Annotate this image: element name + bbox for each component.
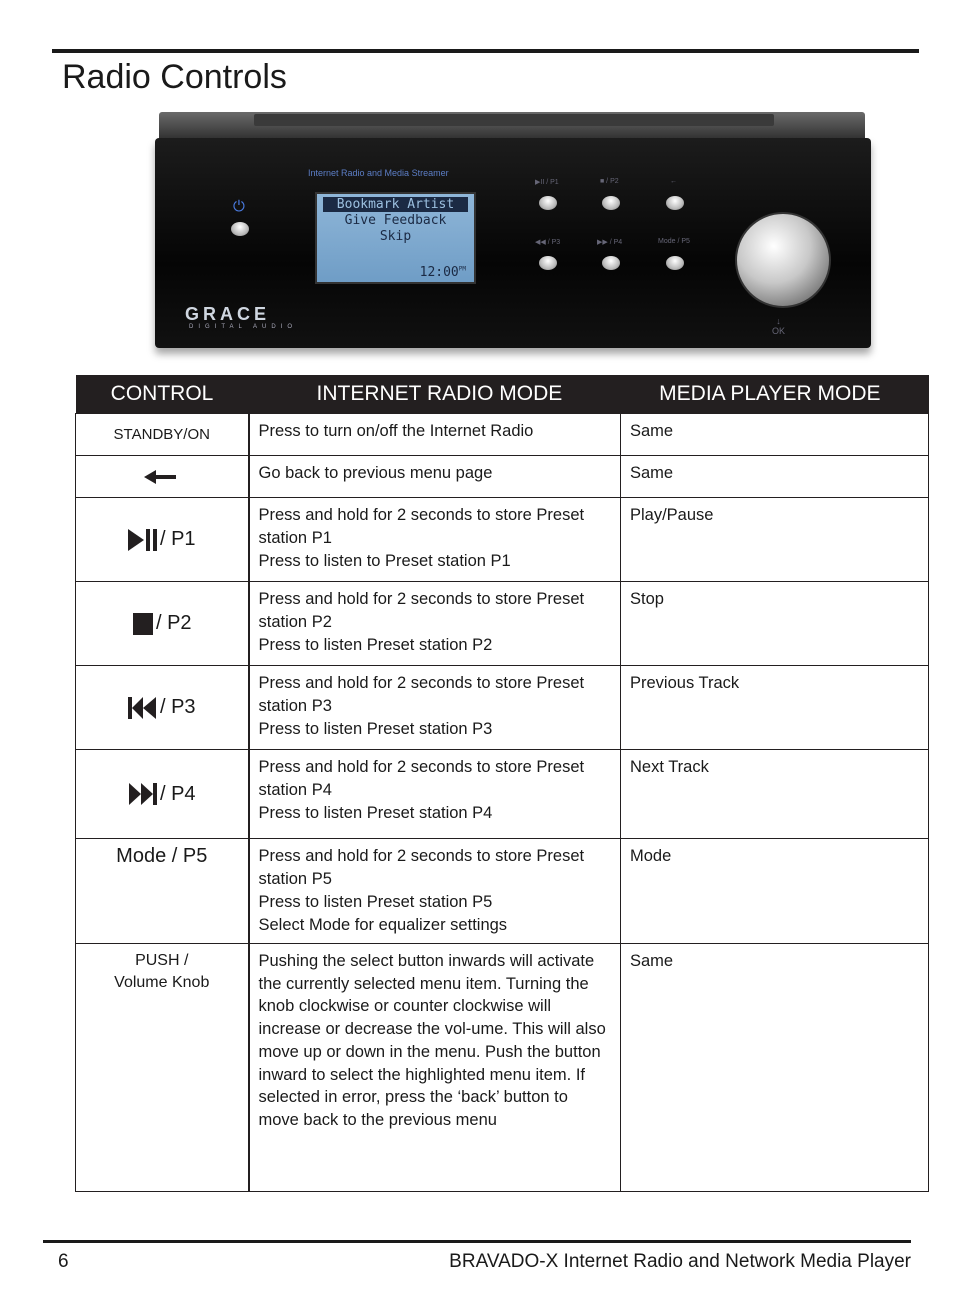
device-label-back: ← bbox=[670, 178, 677, 185]
header-internet-radio-mode: INTERNET RADIO MODE bbox=[249, 375, 621, 414]
device-label-p5: Mode / P5 bbox=[658, 238, 690, 245]
radio-line: Press to listen Preset station P5 bbox=[258, 893, 493, 911]
device-face bbox=[155, 138, 871, 348]
radio-mode-cell bbox=[249, 666, 621, 750]
radio-mode-cell bbox=[249, 839, 621, 944]
back-arrow-icon bbox=[144, 469, 178, 485]
device-label-p4: ▶▶ / P4 bbox=[597, 239, 623, 246]
radio-mode-cell bbox=[249, 750, 621, 839]
radio-mode-cell: Go back to previous menu page bbox=[249, 456, 621, 498]
radio-mode-cell: Press to turn on/off the Internet Radio bbox=[249, 414, 621, 456]
footer-title: BRAVADO-X Internet Radio and Network Media Player bbox=[449, 1251, 911, 1272]
radio-line: Press to listen to Preset station P1 bbox=[258, 552, 511, 570]
table-row bbox=[76, 498, 929, 582]
radio-line: Press and hold for 2 seconds to store Preset station P1 bbox=[258, 506, 585, 547]
table-header-row bbox=[76, 375, 929, 414]
header-control: CONTROL bbox=[76, 375, 249, 414]
device-grille bbox=[254, 114, 774, 126]
radio-line: Press and hold for 2 seconds to store Preset station P4 bbox=[258, 758, 585, 799]
page-title: Radio Controls bbox=[62, 58, 287, 96]
media-mode-cell: Same bbox=[621, 944, 929, 1192]
control-cell bbox=[76, 944, 249, 1192]
control-label: / P3 bbox=[159, 696, 196, 718]
media-mode-cell: Mode bbox=[621, 839, 929, 944]
radio-line: Press and hold for 2 seconds to store Preset station P3 bbox=[258, 674, 585, 715]
header-media-player-mode: MEDIA PLAYER MODE bbox=[621, 375, 929, 414]
control-cell bbox=[76, 750, 249, 839]
previous-track-icon bbox=[128, 697, 158, 719]
play-pause-icon bbox=[128, 529, 158, 551]
page-number: 6 bbox=[58, 1251, 69, 1272]
brand-sub: DIGITAL AUDIO bbox=[189, 324, 298, 330]
device-button-back bbox=[666, 196, 684, 210]
controls-table bbox=[75, 375, 929, 1192]
control-cell bbox=[76, 456, 249, 498]
brand-logo: GRACE bbox=[185, 304, 271, 324]
media-mode-cell: Same bbox=[621, 414, 929, 456]
device-subtitle: Internet Radio and Media Streamer bbox=[308, 168, 449, 178]
radio-line: Press to listen Preset station P4 bbox=[258, 804, 493, 822]
media-mode-cell: Stop bbox=[621, 582, 929, 666]
media-mode-cell: Next Track bbox=[621, 750, 929, 839]
lcd-clock-time: 12:00 bbox=[419, 265, 459, 280]
radio-mode-cell bbox=[249, 582, 621, 666]
lcd-line-2: Give Feedback bbox=[344, 213, 447, 228]
control-cell bbox=[76, 498, 249, 582]
radio-line: Press and hold for 2 seconds to store Preset station P2 bbox=[258, 590, 585, 631]
top-rule bbox=[52, 49, 919, 53]
knob-ok-text: OK bbox=[772, 326, 786, 336]
lcd-line-1: Bookmark Artist bbox=[323, 197, 468, 212]
control-cell: Mode / P5 bbox=[76, 839, 249, 944]
media-mode-cell: Play/Pause bbox=[621, 498, 929, 582]
radio-mode-cell bbox=[249, 498, 621, 582]
media-mode-cell: Same bbox=[621, 456, 929, 498]
table-row bbox=[76, 839, 929, 944]
control-line: Volume Knob bbox=[114, 974, 210, 991]
device-button-p1 bbox=[539, 196, 557, 210]
media-mode-cell: Previous Track bbox=[621, 666, 929, 750]
device-power-button bbox=[231, 222, 249, 236]
radio-mode-cell: Pushing the select button inwards will activate the currently selected menu item. Turning the knob clockwise or counter clockwise will increase or decrease the vol-ume. This will also move up or down in the menu. Push the button inward to select the highlighted menu item. If selected in error, press the ‘back’ button to move back to the previous menu bbox=[249, 944, 621, 1192]
radio-line: Select Mode for equalizer settings bbox=[258, 916, 508, 934]
control-label: / P4 bbox=[159, 782, 196, 805]
lcd-clock bbox=[420, 265, 466, 280]
lcd-screen bbox=[315, 192, 476, 284]
device-button-p3 bbox=[539, 256, 557, 270]
device-label-p2: ■ / P2 bbox=[600, 178, 619, 185]
lcd-line-3: Skip bbox=[379, 229, 412, 244]
knob-ok-label: ↓ OK bbox=[772, 316, 786, 336]
radio-line: Press to listen Preset station P3 bbox=[258, 720, 493, 738]
volume-knob bbox=[735, 212, 831, 308]
control-label: / P2 bbox=[155, 612, 192, 634]
bottom-rule bbox=[43, 1240, 911, 1243]
control-label: / P1 bbox=[159, 528, 196, 550]
control-line: PUSH / bbox=[135, 952, 189, 969]
device-photo bbox=[155, 112, 871, 352]
device-label-p3: ◀◀ / P3 bbox=[535, 239, 561, 246]
device-button-p4 bbox=[602, 256, 620, 270]
device-button-p5 bbox=[666, 256, 684, 270]
device-button-p2 bbox=[602, 196, 620, 210]
radio-line: Press to listen Preset station P2 bbox=[258, 636, 493, 654]
control-cell: STANDBY/ON bbox=[76, 414, 249, 456]
device-label-p1: ▶II / P1 bbox=[535, 179, 559, 186]
control-cell bbox=[76, 582, 249, 666]
stop-icon bbox=[132, 613, 154, 635]
lcd-clock-suffix: PM bbox=[458, 265, 466, 273]
table-row bbox=[76, 414, 929, 456]
table-row bbox=[76, 666, 929, 750]
table-row bbox=[76, 582, 929, 666]
table-row bbox=[76, 456, 929, 498]
control-cell bbox=[76, 666, 249, 750]
power-icon: ⏻ bbox=[233, 198, 245, 215]
table-row bbox=[76, 944, 929, 1192]
table-row bbox=[76, 750, 929, 839]
radio-line: Press and hold for 2 seconds to store Preset station P5 bbox=[258, 847, 585, 888]
next-track-icon bbox=[128, 783, 158, 805]
